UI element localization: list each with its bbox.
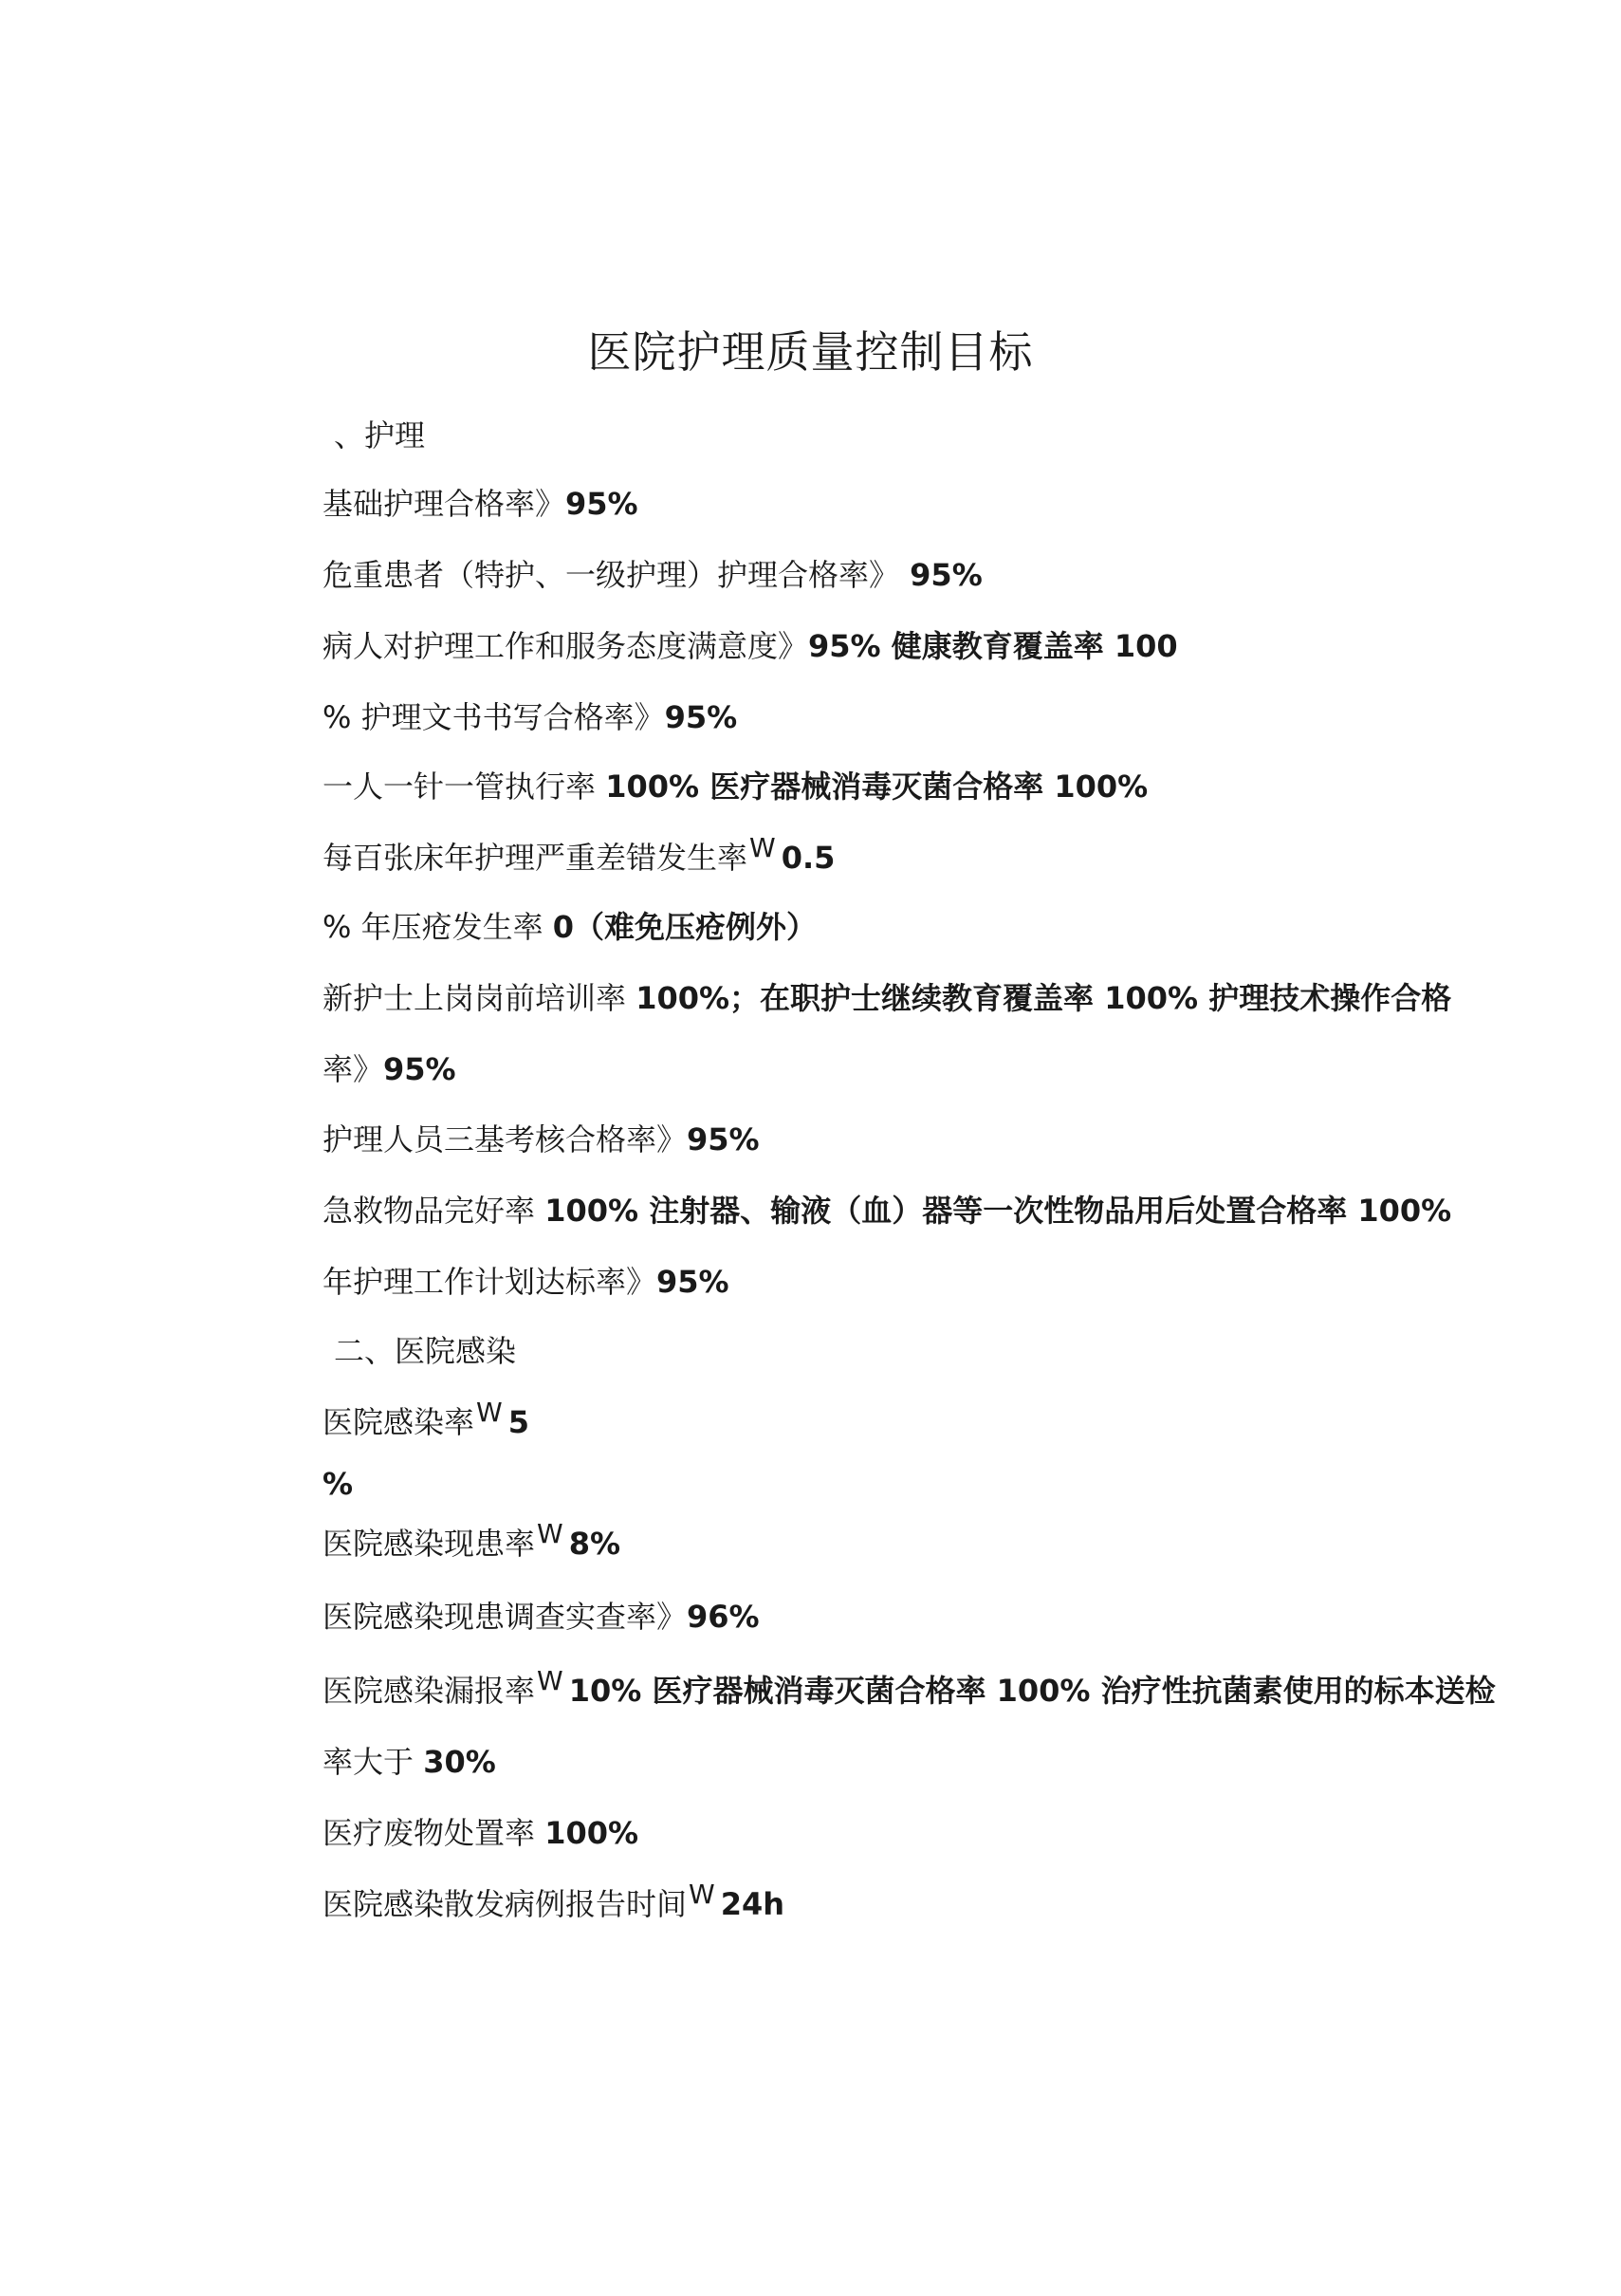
line-text: 病人对护理工作和服务态度满意度》	[322, 628, 809, 664]
line-value: %	[322, 1466, 354, 1502]
line-text: 护理人员三基考核合格率》	[322, 1121, 688, 1157]
list-item	[322, 980, 1451, 1016]
list-item	[322, 1518, 621, 1562]
line-value: 95%	[656, 1264, 729, 1300]
line-value: 10% 医疗器械消毒灭菌合格率 100% 治疗性抗菌素使用的标本送检	[568, 1673, 1496, 1709]
list-item	[322, 1665, 1496, 1709]
list-item	[322, 486, 638, 522]
list-item	[322, 1397, 529, 1440]
list-item	[322, 1051, 456, 1087]
list-item	[322, 768, 1148, 805]
line-text: 率》	[322, 1051, 384, 1087]
line-text: 医院感染漏报率	[322, 1673, 536, 1709]
line-value: 95%	[383, 1051, 456, 1087]
line-symbol: W	[537, 1665, 563, 1696]
list-item	[322, 628, 1178, 664]
line-symbol: W	[689, 1879, 715, 1910]
list-item	[322, 1815, 638, 1851]
list-item	[322, 1744, 496, 1780]
line-value: 100% 注射器、输液（血）器等一次性物品用后处置合格率 100%	[544, 1193, 1452, 1229]
line-value: 96%	[687, 1599, 760, 1635]
line-value: 95%	[664, 699, 738, 735]
line-text: % 护理文书书写合格率》	[322, 699, 665, 735]
line-value: 5	[507, 1404, 529, 1440]
line-text: 医疗废物处置率	[322, 1815, 545, 1851]
list-item	[322, 909, 817, 945]
line-value: 95%	[899, 557, 983, 593]
line-text: 率大于	[322, 1744, 424, 1780]
list-item	[322, 1599, 760, 1635]
line-text: 医院感染现患率	[322, 1526, 536, 1562]
line-value: 30%	[423, 1744, 496, 1780]
list-item	[322, 1466, 353, 1502]
line-symbol: W	[537, 1518, 563, 1549]
line-text: 新护士上岗岗前培训率	[322, 980, 636, 1016]
section-heading-nursing	[334, 417, 425, 454]
list-item	[322, 1264, 729, 1300]
line-value: 100%；在职护士继续教育覆盖率 100% 护理技术操作合格	[636, 980, 1452, 1016]
list-item	[322, 699, 737, 735]
line-text: 医院感染现患调查实查率》	[322, 1599, 688, 1635]
line-value: 0（难免压疮例外）	[552, 909, 818, 945]
line-value: 95%	[687, 1121, 760, 1157]
line-text: 二、医院感染	[334, 1333, 517, 1369]
section-heading-infection	[334, 1333, 516, 1369]
line-value: 0.5	[781, 840, 836, 876]
line-value: 24h	[720, 1886, 785, 1922]
line-text: % 年压疮发生率	[322, 909, 553, 945]
list-item	[322, 832, 836, 876]
line-value: 100%	[544, 1815, 639, 1851]
list-item	[322, 1193, 1451, 1229]
line-text: 医院感染率	[322, 1404, 475, 1440]
line-symbol: W	[749, 832, 776, 863]
line-text: 每百张床年护理严重差错发生率	[322, 840, 748, 876]
line-value: 95%	[565, 486, 638, 522]
line-text: 急救物品完好率	[322, 1193, 545, 1229]
list-item	[322, 557, 983, 593]
line-value: 100% 医疗器械消毒灭菌合格率 100%	[605, 768, 1149, 805]
line-text: 年护理工作计划达标率》	[322, 1264, 657, 1300]
list-item	[322, 1121, 760, 1157]
line-value: 95% 健康教育覆盖率 100	[808, 628, 1178, 664]
document-title: 医院护理质量控制目标	[587, 326, 1034, 378]
line-symbol: W	[476, 1397, 503, 1428]
line-text: 基础护理合格率》	[322, 486, 566, 522]
line-text: 危重患者（特护、一级护理）护理合格率》	[322, 557, 900, 593]
line-text: 医院感染散发病例报告时间	[322, 1886, 688, 1922]
line-value: 8%	[568, 1526, 621, 1562]
line-text: 、护理	[334, 417, 426, 454]
line-text: 一人一针一管执行率	[322, 768, 606, 805]
list-item	[322, 1879, 785, 1922]
